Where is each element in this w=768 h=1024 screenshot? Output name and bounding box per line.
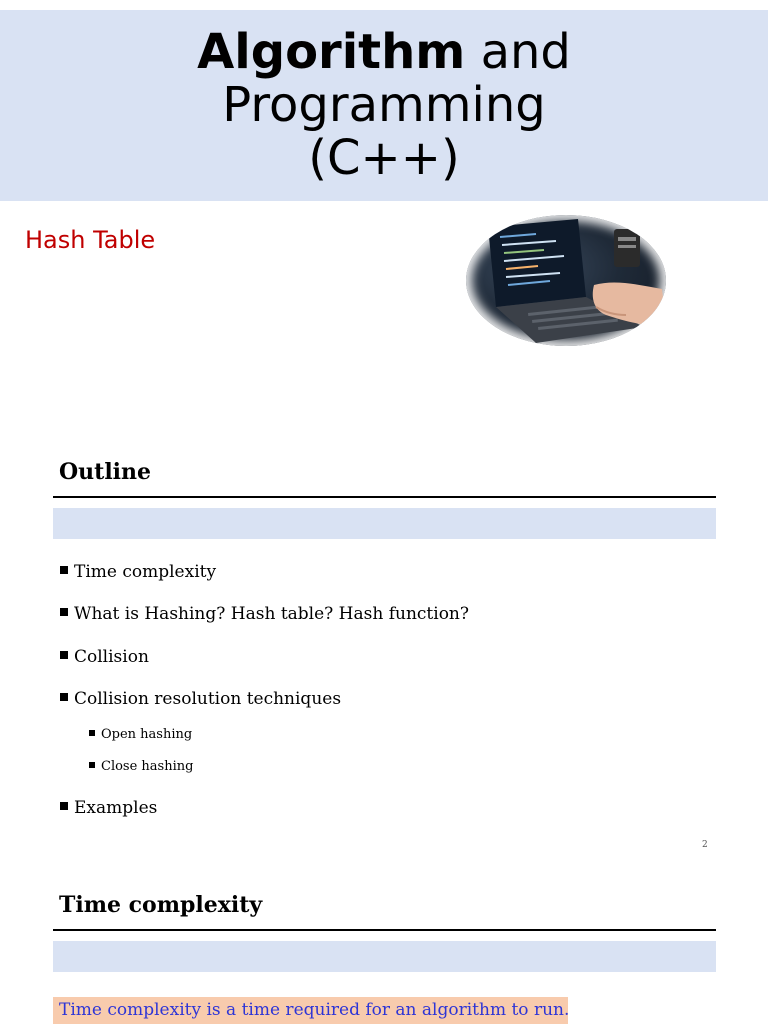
title-word-and: and [465, 24, 571, 80]
time-complexity-heading: Time complexity [59, 892, 263, 918]
subtitle-hash-table: Hash Table [25, 226, 156, 254]
outline-heading-rule [53, 496, 716, 498]
outline-bullet: Collision resolution techniques [60, 689, 341, 709]
square-bullet-icon [60, 608, 68, 616]
square-bullet-icon [60, 802, 68, 810]
time-complexity-header-band [53, 941, 716, 972]
square-bullet-icon [60, 566, 68, 574]
outline-bullet: What is Hashing? Hash table? Hash function? [60, 604, 469, 624]
page-number: 2 [702, 840, 708, 850]
title-line-3: (C++) [308, 130, 460, 186]
outline-bullet: Time complexity [60, 562, 216, 582]
laptop-coding-photo [466, 215, 666, 346]
title-word-algorithm: Algorithm [197, 24, 466, 80]
title-line-2: Programming [222, 77, 546, 133]
square-bullet-icon [89, 730, 95, 736]
outline-heading: Outline [59, 459, 152, 485]
outline-bullet: Examples [60, 798, 157, 818]
laptop-illustration [466, 215, 666, 346]
laptop-screen [488, 219, 586, 307]
title-banner [0, 10, 768, 201]
outline-bullet: Collision [60, 647, 149, 667]
square-bullet-icon [60, 693, 68, 701]
time-complexity-heading-rule [53, 929, 716, 931]
outline-sub-bullet: Close hashing [89, 759, 193, 774]
outline-sub-bullet: Open hashing [89, 727, 192, 742]
outline-header-band [53, 508, 716, 539]
time-complexity-definition: Time complexity is a time required for an algorithm to run. [53, 997, 568, 1024]
square-bullet-icon [60, 651, 68, 659]
square-bullet-icon [89, 762, 95, 768]
title-line-1 [197, 26, 571, 79]
